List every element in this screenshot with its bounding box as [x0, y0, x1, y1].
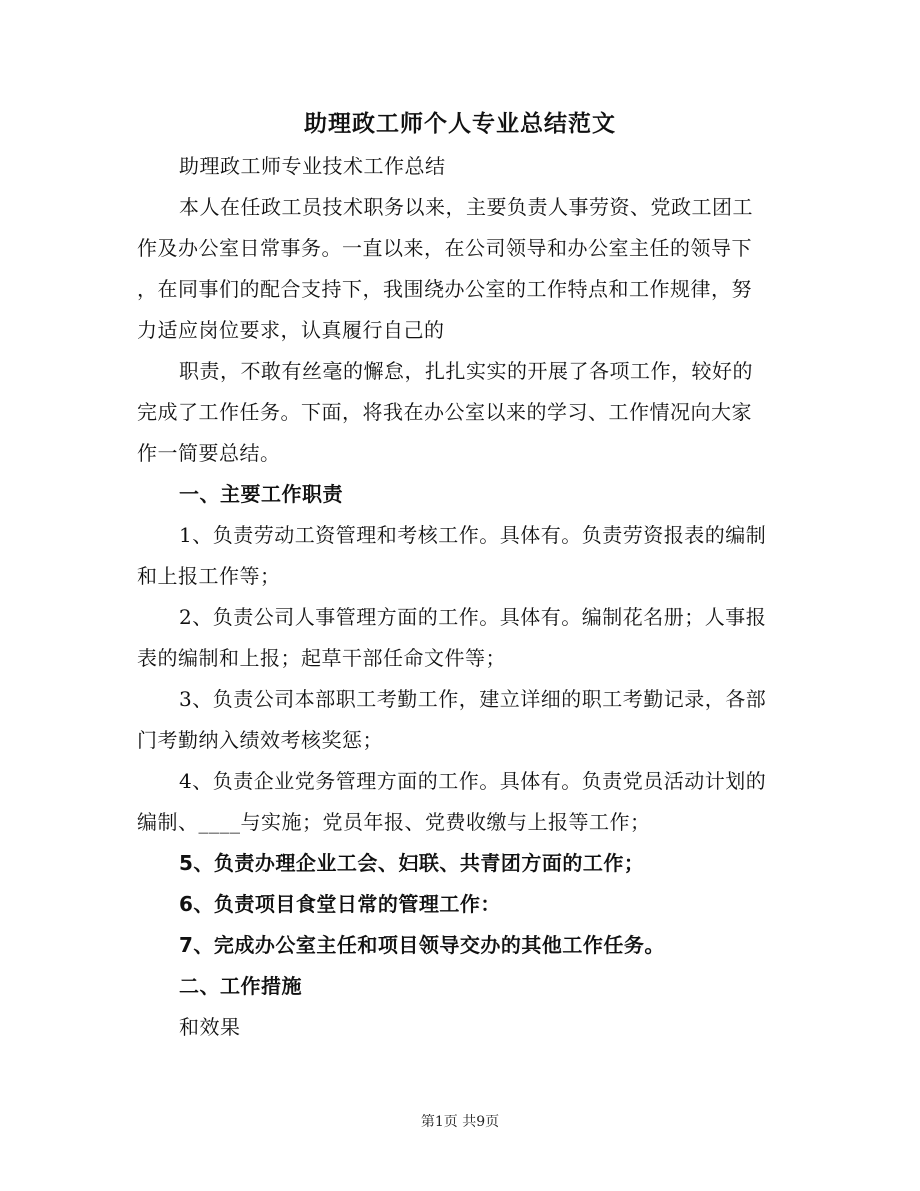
body-line: 本人在任政工员技术职务以来，主要负责人事劳资、党政工团工	[179, 195, 753, 219]
document-body	[137, 146, 787, 1048]
section-heading: 二、工作措施	[179, 974, 302, 998]
body-line-bold: 6、负责项目食堂日常的管理工作：	[179, 892, 501, 916]
body-line: 作及办公室日常事务。一直以来，在公司领导和办公室主任的领导下	[137, 236, 752, 260]
body-line-bold: 5、负责办理企业工会、妇联、共青团方面的工作；	[179, 851, 645, 875]
body-line: 作一简要总结。	[137, 441, 281, 465]
body-line: 职责，不敢有丝毫的懈怠，扎扎实实的开展了各项工作，较好的	[179, 359, 753, 383]
body-line: 4、负责企业党务管理方面的工作。具体有。负责党员活动计划的	[179, 769, 767, 793]
body-line: 2、负责公司人事管理方面的工作。具体有。编制花名册；人事报	[179, 605, 767, 629]
body-line: 门考勤纳入绩效考核奖惩；	[137, 728, 383, 752]
body-line: 1、负责劳动工资管理和考核工作。具体有。负责劳资报表的编制	[179, 523, 767, 547]
body-line: 3、负责公司本部职工考勤工作，建立详细的职工考勤记录，各部	[179, 687, 767, 711]
document-title: 助理政工师个人专业总结范文	[304, 111, 616, 137]
body-line: 完成了工作任务。下面，将我在办公室以来的学习、工作情况向大家	[137, 400, 752, 424]
body-line: 编制、____与实施；党员年报、党费收缴与上报等工作；	[137, 810, 651, 834]
body-line-bold: 7、完成办公室主任和项目领导交办的其他工作任务。	[179, 933, 665, 957]
body-line: 表的编制和上报；起草干部任命文件等；	[137, 646, 506, 670]
body-line: 力适应岗位要求，认真履行自己的	[137, 318, 445, 342]
body-line: 和效果	[179, 1015, 241, 1039]
body-line: 和上报工作等；	[137, 564, 281, 588]
body-line: 助理政工师专业技术工作总结	[179, 154, 446, 178]
body-line: ，在同事们的配合支持下，我围绕办公室的工作特点和工作规律，努	[137, 277, 752, 301]
section-heading: 一、主要工作职责	[179, 482, 343, 506]
page-number: 第1页 共9页	[420, 1114, 500, 1130]
